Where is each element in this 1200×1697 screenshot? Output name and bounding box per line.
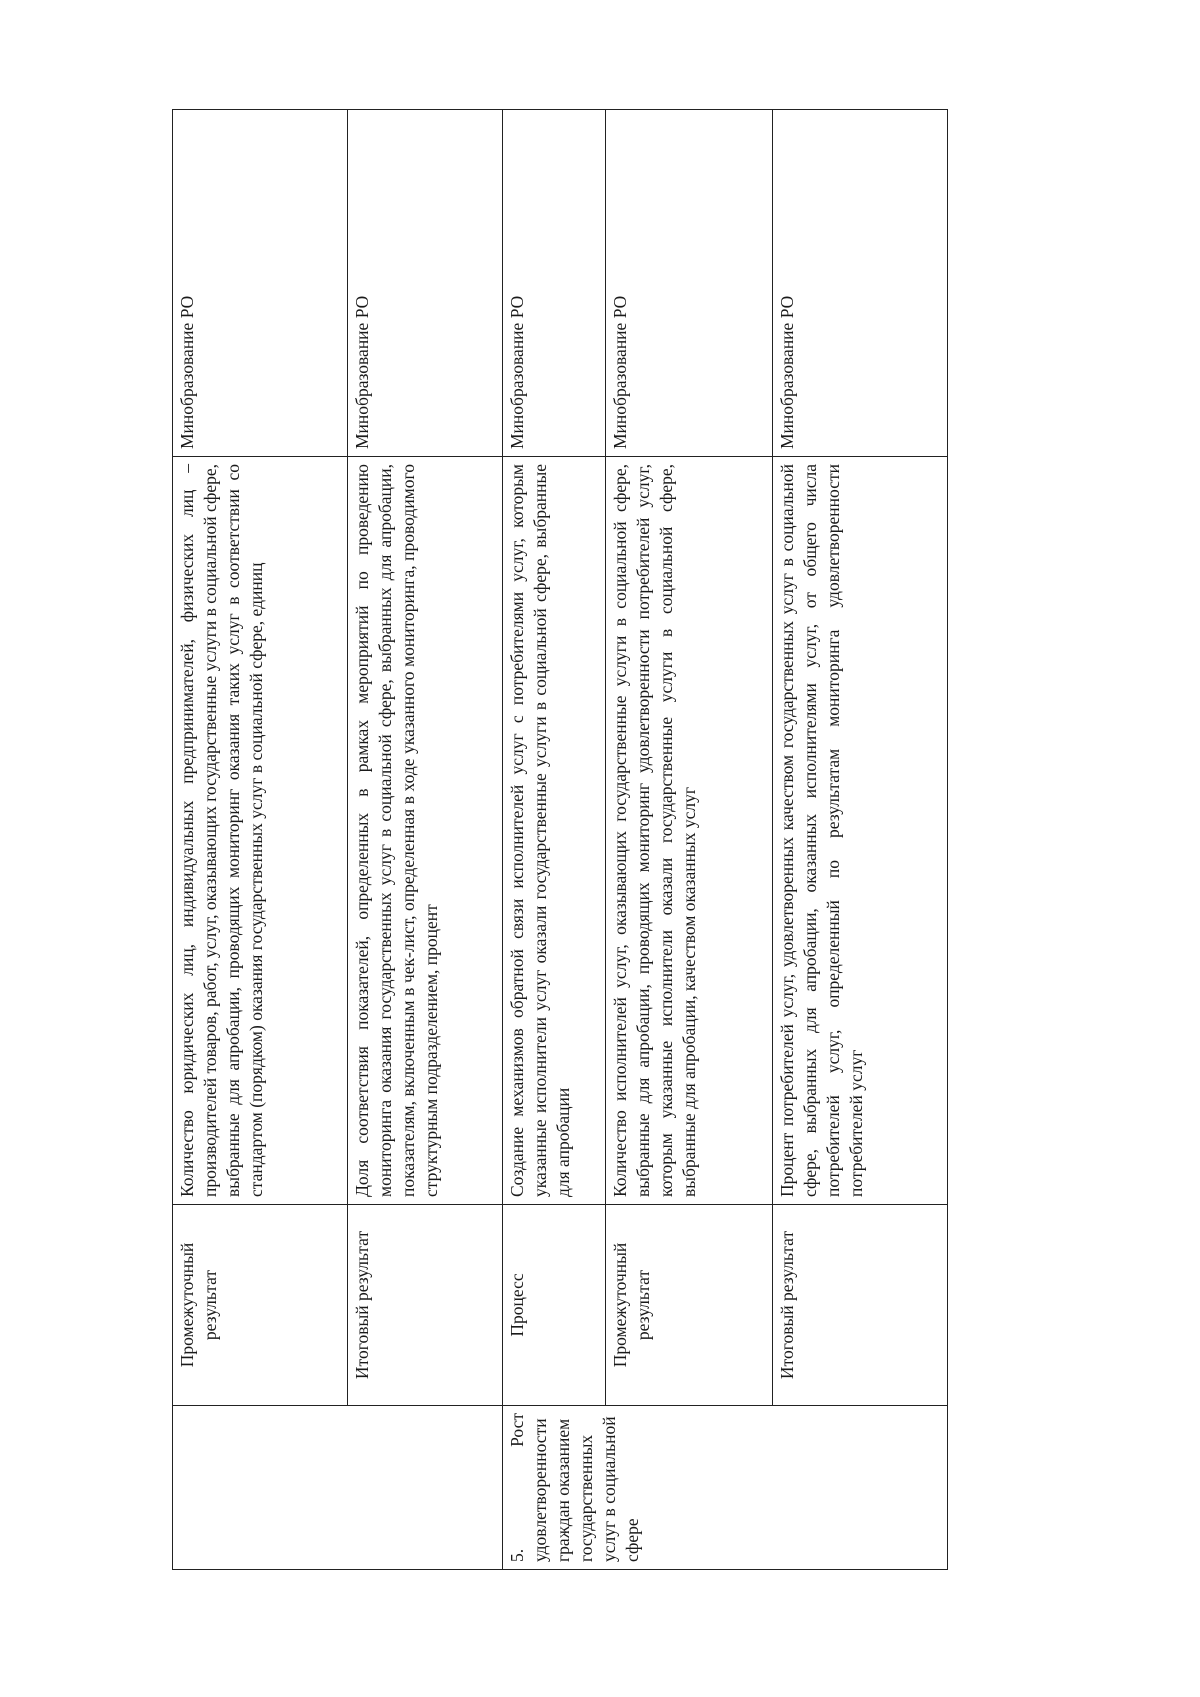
- table-row: [348, 110, 503, 1570]
- goal-text: удовлетворенности граждан оказанием государственных услуг в социальной сфере: [530, 1416, 642, 1562]
- indicator-cell: Создание механизмов обратной связи исполнителей услуг с потребителями услуг, которым указанные исполнители услуг оказали государственные услуги в социальной сфере, выбранные для апробации: [503, 457, 606, 1205]
- rotated-table-wrapper: [172, 110, 947, 1570]
- table-row: [606, 110, 773, 1570]
- goal-number: 5.: [507, 1548, 527, 1562]
- result-type-cell: Промежуточный результат: [606, 1205, 773, 1406]
- responsible-cell: Минобразование РО: [773, 110, 948, 457]
- table-row: [173, 110, 348, 1570]
- responsible-cell: Минобразование РО: [348, 110, 503, 457]
- indicator-cell: Количество юридических лиц, индивидуальных предпринимателей, физических лиц – производителей товаров, работ, услуг, оказывающих государственные услуги в социальной сфере, выбранные для апробации, проводящих мониторинг оказания таких услуг в соответствии со стандартом (порядком) оказания государственных услуг в социальной сфере, единиц: [173, 457, 348, 1205]
- indicator-cell: Количество исполнителей услуг, оказывающих государственные услуги в социальной сфере, выбранные для апробации, проводящих мониторинг удовлетворенности потребителей услуг, которым указанные исполнители оказали государственные услуги в социальной сфере, выбранные для апробации, качеством оказанных услуг: [606, 457, 773, 1205]
- responsible-cell: Минобразование РО: [606, 110, 773, 457]
- table-row: [773, 110, 948, 1570]
- goal-cell: [503, 1406, 948, 1570]
- goal-first-word: Рост: [507, 1413, 527, 1447]
- responsible-cell: Минобразование РО: [173, 110, 348, 457]
- result-type-cell: Итоговый результат: [773, 1205, 948, 1406]
- responsible-cell: Минобразование РО: [503, 110, 606, 457]
- indicator-cell: Процент потребителей услуг, удовлетворенных качеством государственных услуг в социальной сфере, выбранных для апробации, оказанных исполнителями услуг, от общего числа потребителей услуг, определенный по результатам мониторинга удовлетворенности потребителей услуг: [773, 457, 948, 1205]
- indicator-cell: Доля соответствия показателей, определенных в рамках мероприятий по проведению мониторинга оказания государственных услуг в социальной сфере, выбранных для апробации, показателям, включенным в чек-лист, определенная в ходе указанного мониторинга, проводимого структурным подразделением, процент: [348, 457, 503, 1205]
- result-type-cell: Промежуточный результат: [173, 1205, 348, 1406]
- result-type-cell: Итоговый результат: [348, 1205, 503, 1406]
- table-row: [503, 110, 606, 1570]
- goal-cell-empty: [173, 1406, 503, 1570]
- result-type-cell: Процесс: [503, 1205, 606, 1406]
- results-table: [172, 109, 948, 1570]
